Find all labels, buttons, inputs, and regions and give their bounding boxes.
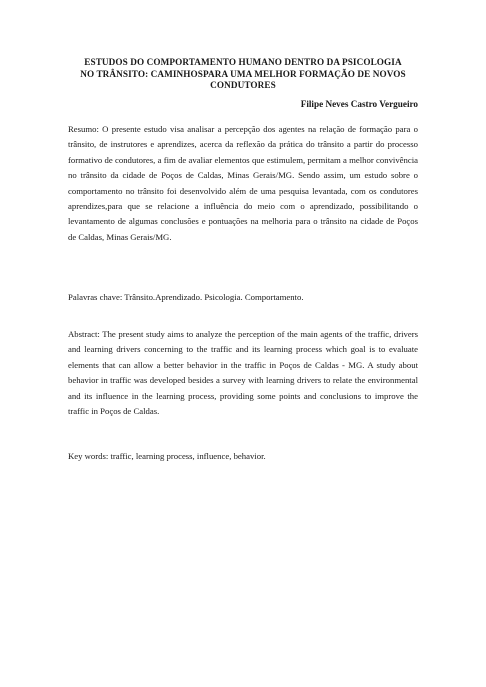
paper-title-line: NO TRÂNSITO: CAMINHOSPARA UMA MELHOR FORMAÇÃO DE NOVOS bbox=[80, 68, 406, 79]
paper-title-line: CONDUTORES bbox=[210, 80, 276, 90]
paper-title-line: ESTUDOS DO COMPORTAMENTO HUMANO DENTRO DA PSICOLOGIA bbox=[84, 57, 402, 67]
author-name: Filipe Neves Castro Vergueiro bbox=[300, 99, 418, 109]
key-words: Key words: traffic, learning process, influence, behavior. bbox=[68, 451, 266, 461]
palavras-chave: Palavras chave: Trânsito.Aprendizado. Psicologia. Comportamento. bbox=[68, 292, 304, 302]
paper-title bbox=[60, 57, 426, 92]
resumo-paragraph: Resumo: O presente estudo visa analisar a percepção dos agentes na relação de formação para o trânsito, de instrutores e aprendizes, acerca da reflexão da prática do trânsito a partir do processo formativo de condutores, a fim de avaliar elementos que estimulem, permitam a melhor convivência no trânsito da cidade de Poços de Caldas, Minas Gerais/MG. Sendo assim, um estudo sobre o comportamento no trânsito foi desenvolvido além de uma pesquisa levantada, com os condutores aprendizes,para que se relacione a influência do meio com o aprendizado, possibilitando o levantamento de algumas conclusões e pontuações na melhoria para o trânsito na cidade de Poços de Caldas, Minas Gerais/MG. bbox=[68, 124, 418, 242]
abstract-paragraph: Abstract: The present study aims to analyze the perception of the main agents of the traffic, drivers and learning drivers concerning to the traffic and its learning process which goal is to evaluate elements that can allow a better behavior in the traffic in Poços de Caldas - MG. A study about behavior in traffic was developed besides a survey with learning drivers to relate the environmental and its influence in the learning process, providing some points and conclusions to improve the traffic in Poços de Caldas. bbox=[68, 329, 418, 417]
